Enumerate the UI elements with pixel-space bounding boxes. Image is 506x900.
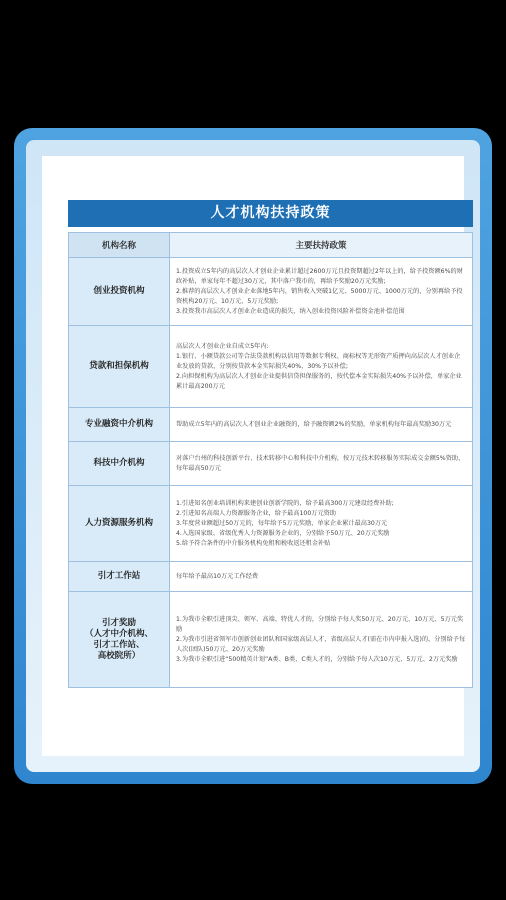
- institution-name: 创业投资机构: [69, 258, 170, 326]
- table-row: [69, 486, 473, 562]
- institution-name: 专业融资中介机构: [69, 408, 170, 442]
- table-header-row: [69, 233, 473, 258]
- institution-name: 贷款和担保机构: [69, 326, 170, 408]
- table-row: [69, 592, 473, 688]
- document-frame: [14, 128, 492, 784]
- institution-name: 科技中介机构: [69, 442, 170, 486]
- policy-item: 4.入选国家级、省级优秀人力资源服务企业的，分别给予50万元、20万元奖励: [176, 529, 390, 537]
- policy-item: 2.向担保机构为高层次人才创业企业提供信贷担保服务的，按代偿本金实际损失40%予以补偿，单家企业累计最高200万元: [176, 372, 462, 390]
- page-title: 人才机构扶持政策: [68, 200, 473, 227]
- policy-item: 对落户台州的科技创新平台、技术转移中心和科技中介机构，按万元技术转移服务实际成交金额5%资助，每年最高50万元: [176, 454, 465, 472]
- column-header-institution: 机构名称: [69, 233, 170, 258]
- policy-cell: [170, 562, 473, 592]
- policy-cell: [170, 592, 473, 688]
- policy-item: 1.银行、小额贷款公司等合法贷款机构以信用等数据专利权、商标权等无形资产质押向高层次人才创业企业发放的贷款，分别按贷款本金实际损失40%、30%予以补偿;: [176, 352, 461, 370]
- table-row: [69, 326, 473, 408]
- policy-item: 3.投资我市高层次人才创业企业造成的损失，纳入创业投资风险补偿资金池补偿范围: [176, 307, 405, 315]
- document-frame-inner: [26, 140, 480, 772]
- table-row: [69, 258, 473, 326]
- policy-cell: [170, 408, 473, 442]
- institution-name: 引才工作站: [69, 562, 170, 592]
- policy-item: 3.年度营业额超过50万元的，每年给予5万元奖励，单家企业累计最高30万元: [176, 519, 388, 527]
- institution-name: 人力资源服务机构: [69, 486, 170, 562]
- policy-item: 3.为我市全职引进“500精英计划”A类、B类、C类人才的，分别给予每人次10万元、5万元、2万元奖励: [176, 655, 458, 663]
- policy-table: [68, 232, 473, 688]
- policy-item: 帮助成立5年内的高层次人才创业企业融资的，给予融资额2%的奖励，单家机构每年最高奖励30万元: [176, 420, 452, 428]
- policy-item: 2.为我市引进省领军市创新创业团队和国家级高层人才、省级高层人才(需在市内申报入选)的，分别给予每人次(团队)50万元、20万元奖励: [176, 635, 466, 653]
- policy-cell: [170, 442, 473, 486]
- policy-item: 1.投资成立5年内的高层次人才创业企业累计超过2600万元且投资期超过2年以上的，给予投资额6%的财政补贴，单家每年不超过30万元，其中落户我市的，再给予奖励20万元奖励;: [176, 267, 463, 285]
- column-header-policy: 主要扶持政策: [170, 233, 473, 258]
- document-page: [42, 156, 464, 756]
- policy-cell: [170, 486, 473, 562]
- table-row: [69, 442, 473, 486]
- policy-item: 1.为我市全职引进顶尖、领军、高端、特优人才的，分别给予每人奖50万元、20万元、10万元、5万元奖励: [176, 615, 464, 633]
- institution-name: 引才奖励 （人才中介机构、 引才工作站、 高校院所）: [69, 592, 170, 688]
- policy-item: 2.引进知名高端人力资源服务企业，给予最高100万元资助: [176, 509, 337, 517]
- table-row: [69, 408, 473, 442]
- policy-item: 2.推荐的高层次人才创业企业落地5年内，销售收入突破1亿元、5000万元、1000万元的，分别再给予投资机构20万元、10万元、5万元奖励;: [176, 287, 463, 305]
- policy-item: 1.引进知名创业培训机构来建创业创新学院的，给予最高300万元建设经费补助;: [176, 499, 394, 507]
- policy-cell: [170, 258, 473, 326]
- policy-cell: [170, 326, 473, 408]
- policy-item: 高层次人才创业企业自成立5年内:: [176, 342, 269, 350]
- policy-item: 5.给予符合条件的中介服务机构免租和税收返还租金补贴: [176, 539, 331, 547]
- policy-table-body: [69, 258, 473, 688]
- table-row: [69, 562, 473, 592]
- policy-item: 每年给予最高10万元工作经费: [176, 572, 259, 580]
